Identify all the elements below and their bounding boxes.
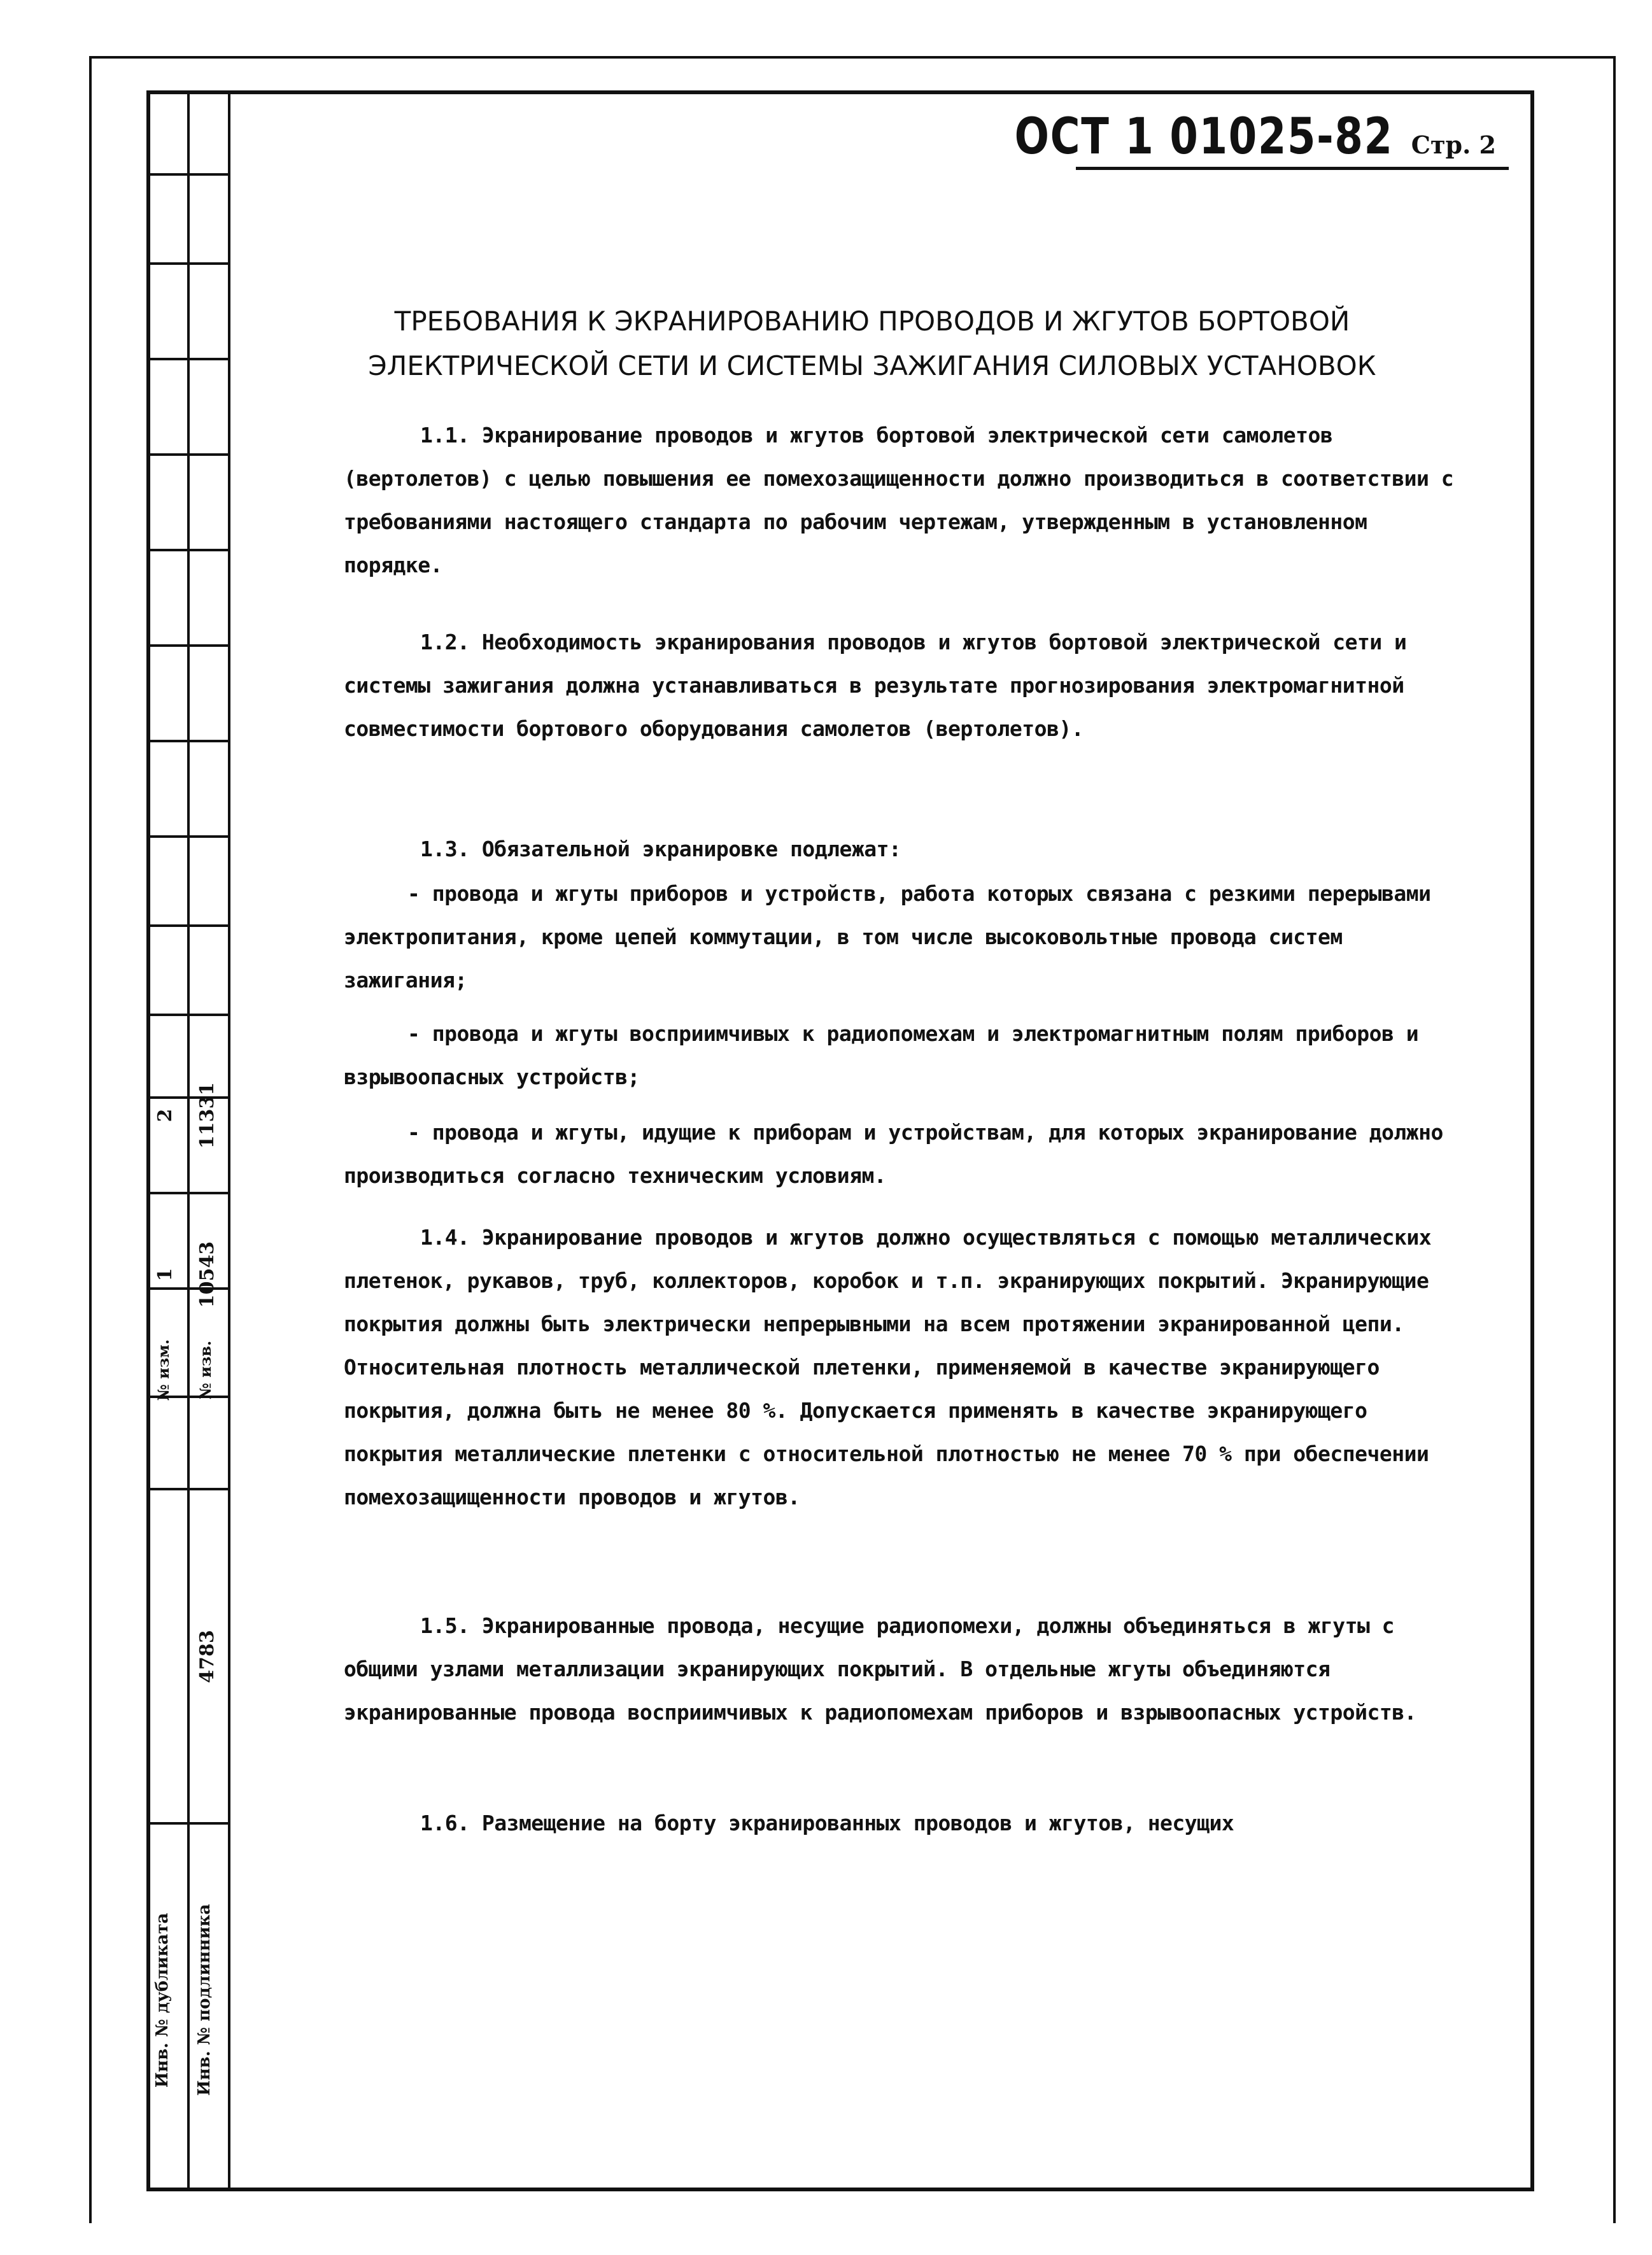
change-no-label: № изм. — [154, 1339, 173, 1401]
paragraph-1-3: 1.3. Обязательной экранировке подлежат: — [420, 837, 901, 861]
paragraph-1-2: 1.2. Необходимость экранирования проводов и жгутов бортовой электрической сети и системы зажигания должна устанавливаться в результате прогнозирования электромагнитной совместимости бортового оборудования самолетов (вертолетов). — [344, 630, 1407, 741]
document-header — [931, 108, 1496, 166]
change-no-1: 1 — [154, 1268, 176, 1282]
standard-designation: ОСТ 1 01025-82 — [1014, 108, 1394, 166]
duplicate-inv-label: Инв. № дубликата — [153, 1912, 172, 2088]
original-inv-no: 4783 — [196, 1630, 218, 1683]
side-strip — [146, 90, 230, 2191]
strip-divider — [228, 90, 230, 2191]
change-no-2: 2 — [154, 1108, 176, 1122]
section-title — [267, 299, 1477, 388]
original-inv-label: Инв. № подлинника — [195, 1904, 214, 2096]
notice-no-2: 11331 — [196, 1082, 218, 1149]
header-underline — [1076, 167, 1509, 170]
paragraph-1-4: 1.4. Экранирование проводов и жгутов должно осуществляться с помощью металлических плетенок, рукавов, труб, коллекторов, коробок и т.п. экранирующих покрытий. Экранирующие покрытия должны быть электрически непрерывными на всем протяжении экранированной цепи. Относительная плотность металлической плетенки, применяемой в качестве экранирующего покрытия, должна быть не менее 80 %. Допускается применять в качестве экранирующего покрытия металлические плетенки с относительной плотностью не менее 70 % при обеспечении помехозащищенности проводов и жгутов. — [344, 1225, 1432, 1509]
list-item-1-3-b: - провода и жгуты восприимчивых к радиопомехам и электромагнитным полям приборов и взрывоопасных устройств; — [344, 1021, 1419, 1089]
paragraph-1-1: 1.1. Экранирование проводов и жгутов бортовой электрической сети самолетов (вертолетов) с целью повышения ее помехозащищенности должно производиться в соответствии с требованиями настоящего стандарта по рабочим чертежам, утвержденным в установленном порядке. — [344, 423, 1454, 577]
notice-no-1: 10543 — [196, 1241, 218, 1308]
strip-divider — [187, 90, 190, 2191]
title-line-2: ЭЛЕКТРИЧЕСКОЙ СЕТИ И СИСТЕМЫ ЗАЖИГАНИЯ СИЛОВЫХ УСТАНОВОК — [368, 350, 1376, 381]
list-item-1-3-a: - провода и жгуты приборов и устройств, работа которых связана с резкими перерывами электропитания, кроме цепей коммутации, в том числе высоковольтные провода систем зажигания; — [344, 881, 1431, 993]
list-item-1-3-c: - провода и жгуты, идущие к приборам и устройствам, для которых экранирование должно производиться согласно техническим условиям. — [344, 1120, 1443, 1188]
page-number: Стр. 2 — [1411, 131, 1496, 159]
title-line-1: ТРЕБОВАНИЯ К ЭКРАНИРОВАНИЮ ПРОВОДОВ И ЖГУТОВ БОРТОВОЙ — [394, 306, 1350, 337]
notice-no-label: № изв. — [196, 1340, 215, 1400]
paragraph-1-5: 1.5. Экранированные провода, несущие радиопомехи, должны объединяться в жгуты с общими узлами металлизации экранирующих покрытий. В отдельные жгуты объединяются экранированные провода восприимчивых к радиопомехам приборов и взрывоопасных устройств. — [344, 1613, 1416, 1725]
paragraph-1-6: 1.6. Размещение на борту экранированных проводов и жгутов, несущих — [420, 1811, 1234, 1835]
